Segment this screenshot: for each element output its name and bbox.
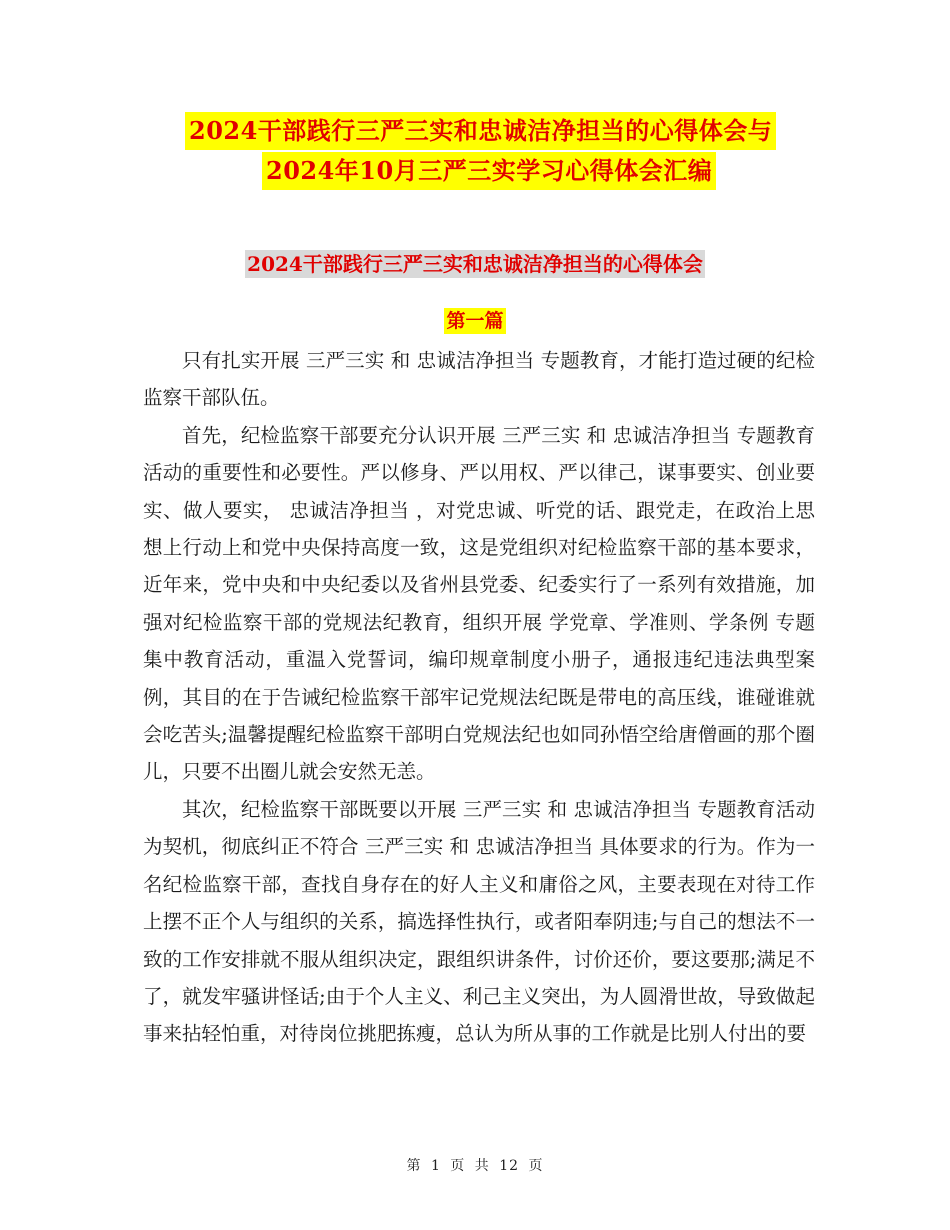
paragraph: 其次，纪检监察干部既要以开展 三严三实 和 忠诚洁净担当 专题教育活动为契机，彻底纠正不符合 三严三实 和 忠诚洁净担当 具体要求的行为。作为一名纪检监察干部，查找自身存在的好人主义和庸俗之风，主要表现在对待工作上摆不正个人与组织的关系，搞选择性执行，或者阳奉阴违;与自己的想法不一致的工作安排就不服从组织决定，跟组织讲条件，讨价还价，要这要那;满足不了，就发牢骚讲怪话;由于个人主义、利己主义突出，为人圆滑世故，导致做起事来拈轻怕重，对待岗位挑肥拣瘦，总认为所从事的工作就是比别人付出的要 — [143, 797, 815, 1046]
section-heading-text: 2024干部践行三严三实和忠诚洁净担当的心得体会 — [247, 252, 703, 276]
body-text — [143, 342, 815, 1053]
paragraph: 首先，纪检监察干部要充分认识开展 三严三实 和 忠诚洁净担当 专题教育活动的重要性和必要性。严以修身、严以用权、严以律己，谋事要实、创业要实、做人要实， 忠诚洁净担当 ，对党忠诚、听党的话、跟党走，在政治上思想上行动上和党中央保持高度一致，这是党组织对纪检监察干部的基本要求，近年来，党中央和中央纪委以及省州县党委、纪委实行了一系列有效措施，加强对纪检监察干部的党规法纪教育，组织开展 学党章、学准则、学条例 专题集中教育活动，重温入党誓词，编印规章制度小册子，通报违纪违法典型案例，其目的在于告诫纪检监察干部牢记党规法纪既是带电的高压线，谁碰谁就会吃苦头;温馨提醒纪检监察干部明白党规法纪也如同孙悟空给唐僧画的那个圈儿，只要不出圈儿就会安然无恙。 — [143, 423, 815, 784]
title-line-1: 2024干部践行三严三实和忠诚洁净担当的心得体会与 — [185, 112, 776, 150]
chapter-heading-text: 第一篇 — [446, 310, 504, 332]
document-title — [180, 112, 820, 190]
title-line-2: 2024年10月三严三实学习心得体会汇编 — [262, 152, 716, 190]
section-heading — [0, 250, 950, 278]
page-footer: 第 1 页 共 12 页 — [406, 1158, 544, 1174]
chapter-heading — [0, 308, 950, 334]
paragraph: 只有扎实开展 三严三实 和 忠诚洁净担当 专题教育，才能打造过硬的纪检监察干部队伍。 — [143, 349, 815, 410]
